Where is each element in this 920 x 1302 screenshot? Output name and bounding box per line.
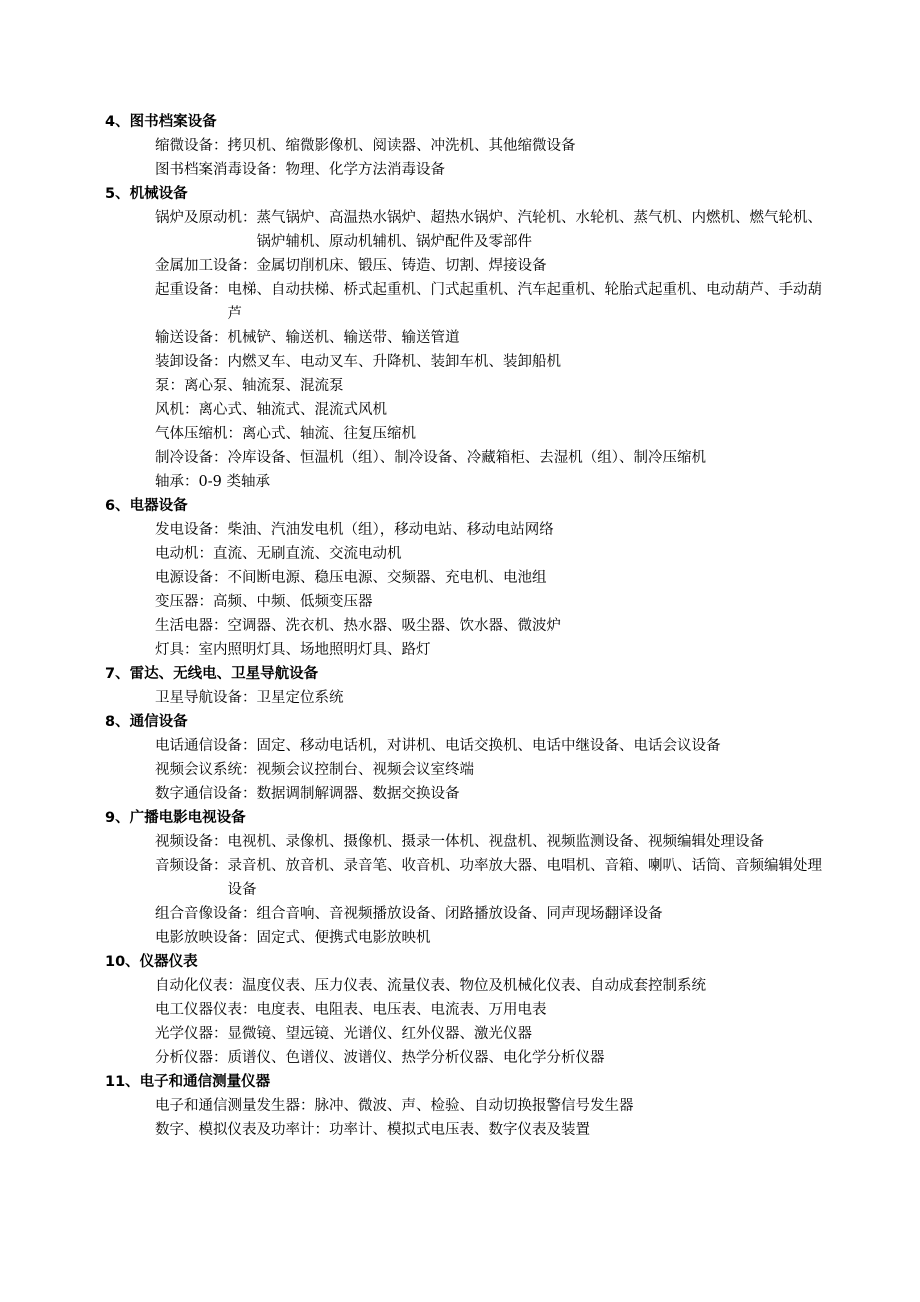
section-heading: 10、仪器仪表 — [105, 954, 198, 970]
item-content: 固定式、便携式电影放映机 — [256, 930, 431, 946]
list-item — [155, 542, 824, 566]
item-content: 0-9 类轴承 — [198, 474, 270, 490]
item-label: 自动化仪表： — [155, 978, 242, 994]
item-content: 电度表、电阻表、电压表、电流表、万用电表 — [256, 1002, 547, 1018]
list-item — [155, 326, 824, 350]
list-item — [155, 1094, 824, 1118]
list-item — [155, 590, 824, 614]
item-label: 起重设备： — [155, 282, 228, 298]
item-content: 蒸气锅炉、高温热水锅炉、超热水锅炉、汽轮机、水轮机、蒸气机、内燃机、燃气轮机、锅炉辅机、原动机辅机、锅炉配件及零部件 — [256, 210, 822, 250]
item-label: 锅炉及原动机： — [155, 210, 257, 226]
item-content: 组合音响、音视频播放设备、闭路播放设备、同声现场翻译设备 — [256, 906, 663, 922]
item-content: 电视机、录像机、摄像机、摄录一体机、视盘机、视频监测设备、视频编辑处理设备 — [227, 834, 764, 850]
list-item — [155, 614, 824, 638]
item-label: 图书档案消毒设备： — [155, 162, 286, 178]
item-label: 组合音像设备： — [155, 906, 257, 922]
list-item — [155, 278, 824, 326]
list-item — [155, 998, 824, 1022]
list-item — [155, 974, 824, 998]
item-content: 视频会议控制台、视频会议室终端 — [256, 762, 474, 778]
item-label: 电子和通信测量发生器： — [155, 1098, 315, 1114]
section — [0, 950, 920, 1070]
item-label: 装卸设备： — [155, 354, 228, 370]
item-content: 离心泵、轴流泵、混流泵 — [184, 378, 344, 394]
section — [0, 806, 920, 950]
item-label: 泵： — [155, 378, 184, 394]
item-label: 输送设备： — [155, 330, 228, 346]
item-label: 视频会议系统： — [155, 762, 257, 778]
item-content: 固定、移动电话机，对讲机、电话交换机、电话中继设备、电话会议设备 — [256, 738, 721, 754]
item-content: 功率计、模拟式电压表、数字仪表及装置 — [329, 1122, 590, 1138]
list-item — [155, 1046, 824, 1070]
item-label: 轴承： — [155, 474, 199, 490]
list-item — [155, 758, 824, 782]
item-content: 直流、无刷直流、交流电动机 — [213, 546, 402, 562]
item-content: 不间断电源、稳压电源、交频器、充电机、电池组 — [227, 570, 547, 586]
item-label: 数字通信设备： — [155, 786, 257, 802]
item-label: 数字、模拟仪表及功率计： — [155, 1122, 329, 1138]
list-item — [155, 686, 824, 710]
item-label: 音频设备： — [155, 858, 228, 874]
section — [0, 662, 920, 710]
item-content: 冷库设备、恒温机（组）、制冷设备、冷藏箱柜、去湿机（组）、制冷压缩机 — [227, 450, 706, 466]
list-item — [155, 782, 824, 806]
item-label: 电动机： — [155, 546, 213, 562]
section-heading: 5、机械设备 — [105, 186, 188, 202]
list-item — [155, 398, 824, 422]
list-item — [155, 1022, 824, 1046]
item-content: 数据调制解调器、数据交换设备 — [256, 786, 460, 802]
item-label: 电源设备： — [155, 570, 228, 586]
item-content: 内燃叉车、电动叉车、升降机、装卸车机、装卸船机 — [227, 354, 561, 370]
list-item — [155, 902, 824, 926]
list-item — [155, 518, 824, 542]
item-label: 卫星导航设备： — [155, 690, 257, 706]
item-label: 变压器： — [155, 594, 213, 610]
list-item — [155, 134, 824, 158]
list-item — [155, 734, 824, 758]
item-content: 拷贝机、缩微影像机、阅读器、冲洗机、其他缩微设备 — [227, 138, 576, 154]
section — [0, 182, 920, 494]
item-label: 风机： — [155, 402, 199, 418]
section — [0, 1070, 920, 1142]
list-item — [155, 206, 824, 254]
list-item — [155, 854, 824, 902]
item-label: 电影放映设备： — [155, 930, 257, 946]
section-heading: 6、电器设备 — [105, 498, 188, 514]
item-content: 物理、化学方法消毒设备 — [285, 162, 445, 178]
item-content: 离心式、轴流、往复压缩机 — [242, 426, 416, 442]
item-content: 电梯、自动扶梯、桥式起重机、门式起重机、汽车起重机、轮胎式起重机、电动葫芦、手动葫芦 — [227, 282, 822, 322]
item-label: 气体压缩机： — [155, 426, 242, 442]
item-label: 电工仪器仪表： — [155, 1002, 257, 1018]
item-content: 显微镜、望远镜、光谱仪、红外仪器、激光仪器 — [227, 1026, 532, 1042]
list-item — [155, 638, 824, 662]
item-label: 金属加工设备： — [155, 258, 257, 274]
item-label: 缩微设备： — [155, 138, 228, 154]
section-heading: 7、雷达、无线电、卫星导航设备 — [105, 666, 319, 682]
item-label: 灯具： — [155, 642, 199, 658]
item-content: 离心式、轴流式、混流式风机 — [198, 402, 387, 418]
item-label: 视频设备： — [155, 834, 228, 850]
list-item — [155, 350, 824, 374]
list-item — [155, 446, 824, 470]
item-label: 发电设备： — [155, 522, 228, 538]
item-content: 室内照明灯具、场地照明灯具、路灯 — [198, 642, 431, 658]
list-item — [155, 158, 824, 182]
item-label: 电话通信设备： — [155, 738, 257, 754]
list-item — [155, 1118, 824, 1142]
section-heading: 4、图书档案设备 — [105, 114, 217, 130]
section-heading: 11、电子和通信测量仪器 — [105, 1074, 271, 1090]
section — [0, 494, 920, 662]
list-item — [155, 374, 824, 398]
section — [0, 710, 920, 806]
document-body — [0, 110, 920, 1142]
item-content: 机械铲、输送机、输送带、输送管道 — [227, 330, 460, 346]
item-content: 温度仪表、压力仪表、流量仪表、物位及机械化仪表、自动成套控制系统 — [242, 978, 706, 994]
item-content: 空调器、洗衣机、热水器、吸尘器、饮水器、微波炉 — [227, 618, 561, 634]
list-item — [155, 926, 824, 950]
item-label: 制冷设备： — [155, 450, 228, 466]
item-content: 录音机、放音机、录音笔、收音机、功率放大器、电唱机、音箱、喇叭、话筒、音频编辑处理设备 — [227, 858, 822, 898]
item-content: 质谱仪、色谱仪、波谱仪、热学分析仪器、电化学分析仪器 — [227, 1050, 605, 1066]
list-item — [155, 254, 824, 278]
item-label: 生活电器： — [155, 618, 228, 634]
section-heading: 8、通信设备 — [105, 714, 188, 730]
item-content: 金属切削机床、锻压、铸造、切割、焊接设备 — [256, 258, 547, 274]
item-content: 脉冲、微波、声、检验、自动切换报警信号发生器 — [314, 1098, 634, 1114]
item-label: 分析仪器： — [155, 1050, 228, 1066]
item-content: 柴油、汽油发电机（组），移动电站、移动电站网络 — [227, 522, 554, 538]
section — [0, 110, 920, 182]
list-item — [155, 470, 824, 494]
item-content: 卫星定位系统 — [256, 690, 344, 706]
item-content: 高频、中频、低频变压器 — [213, 594, 373, 610]
list-item — [155, 830, 824, 854]
item-label: 光学仪器： — [155, 1026, 228, 1042]
section-heading: 9、广播电影电视设备 — [105, 810, 246, 826]
list-item — [155, 566, 824, 590]
list-item — [155, 422, 824, 446]
